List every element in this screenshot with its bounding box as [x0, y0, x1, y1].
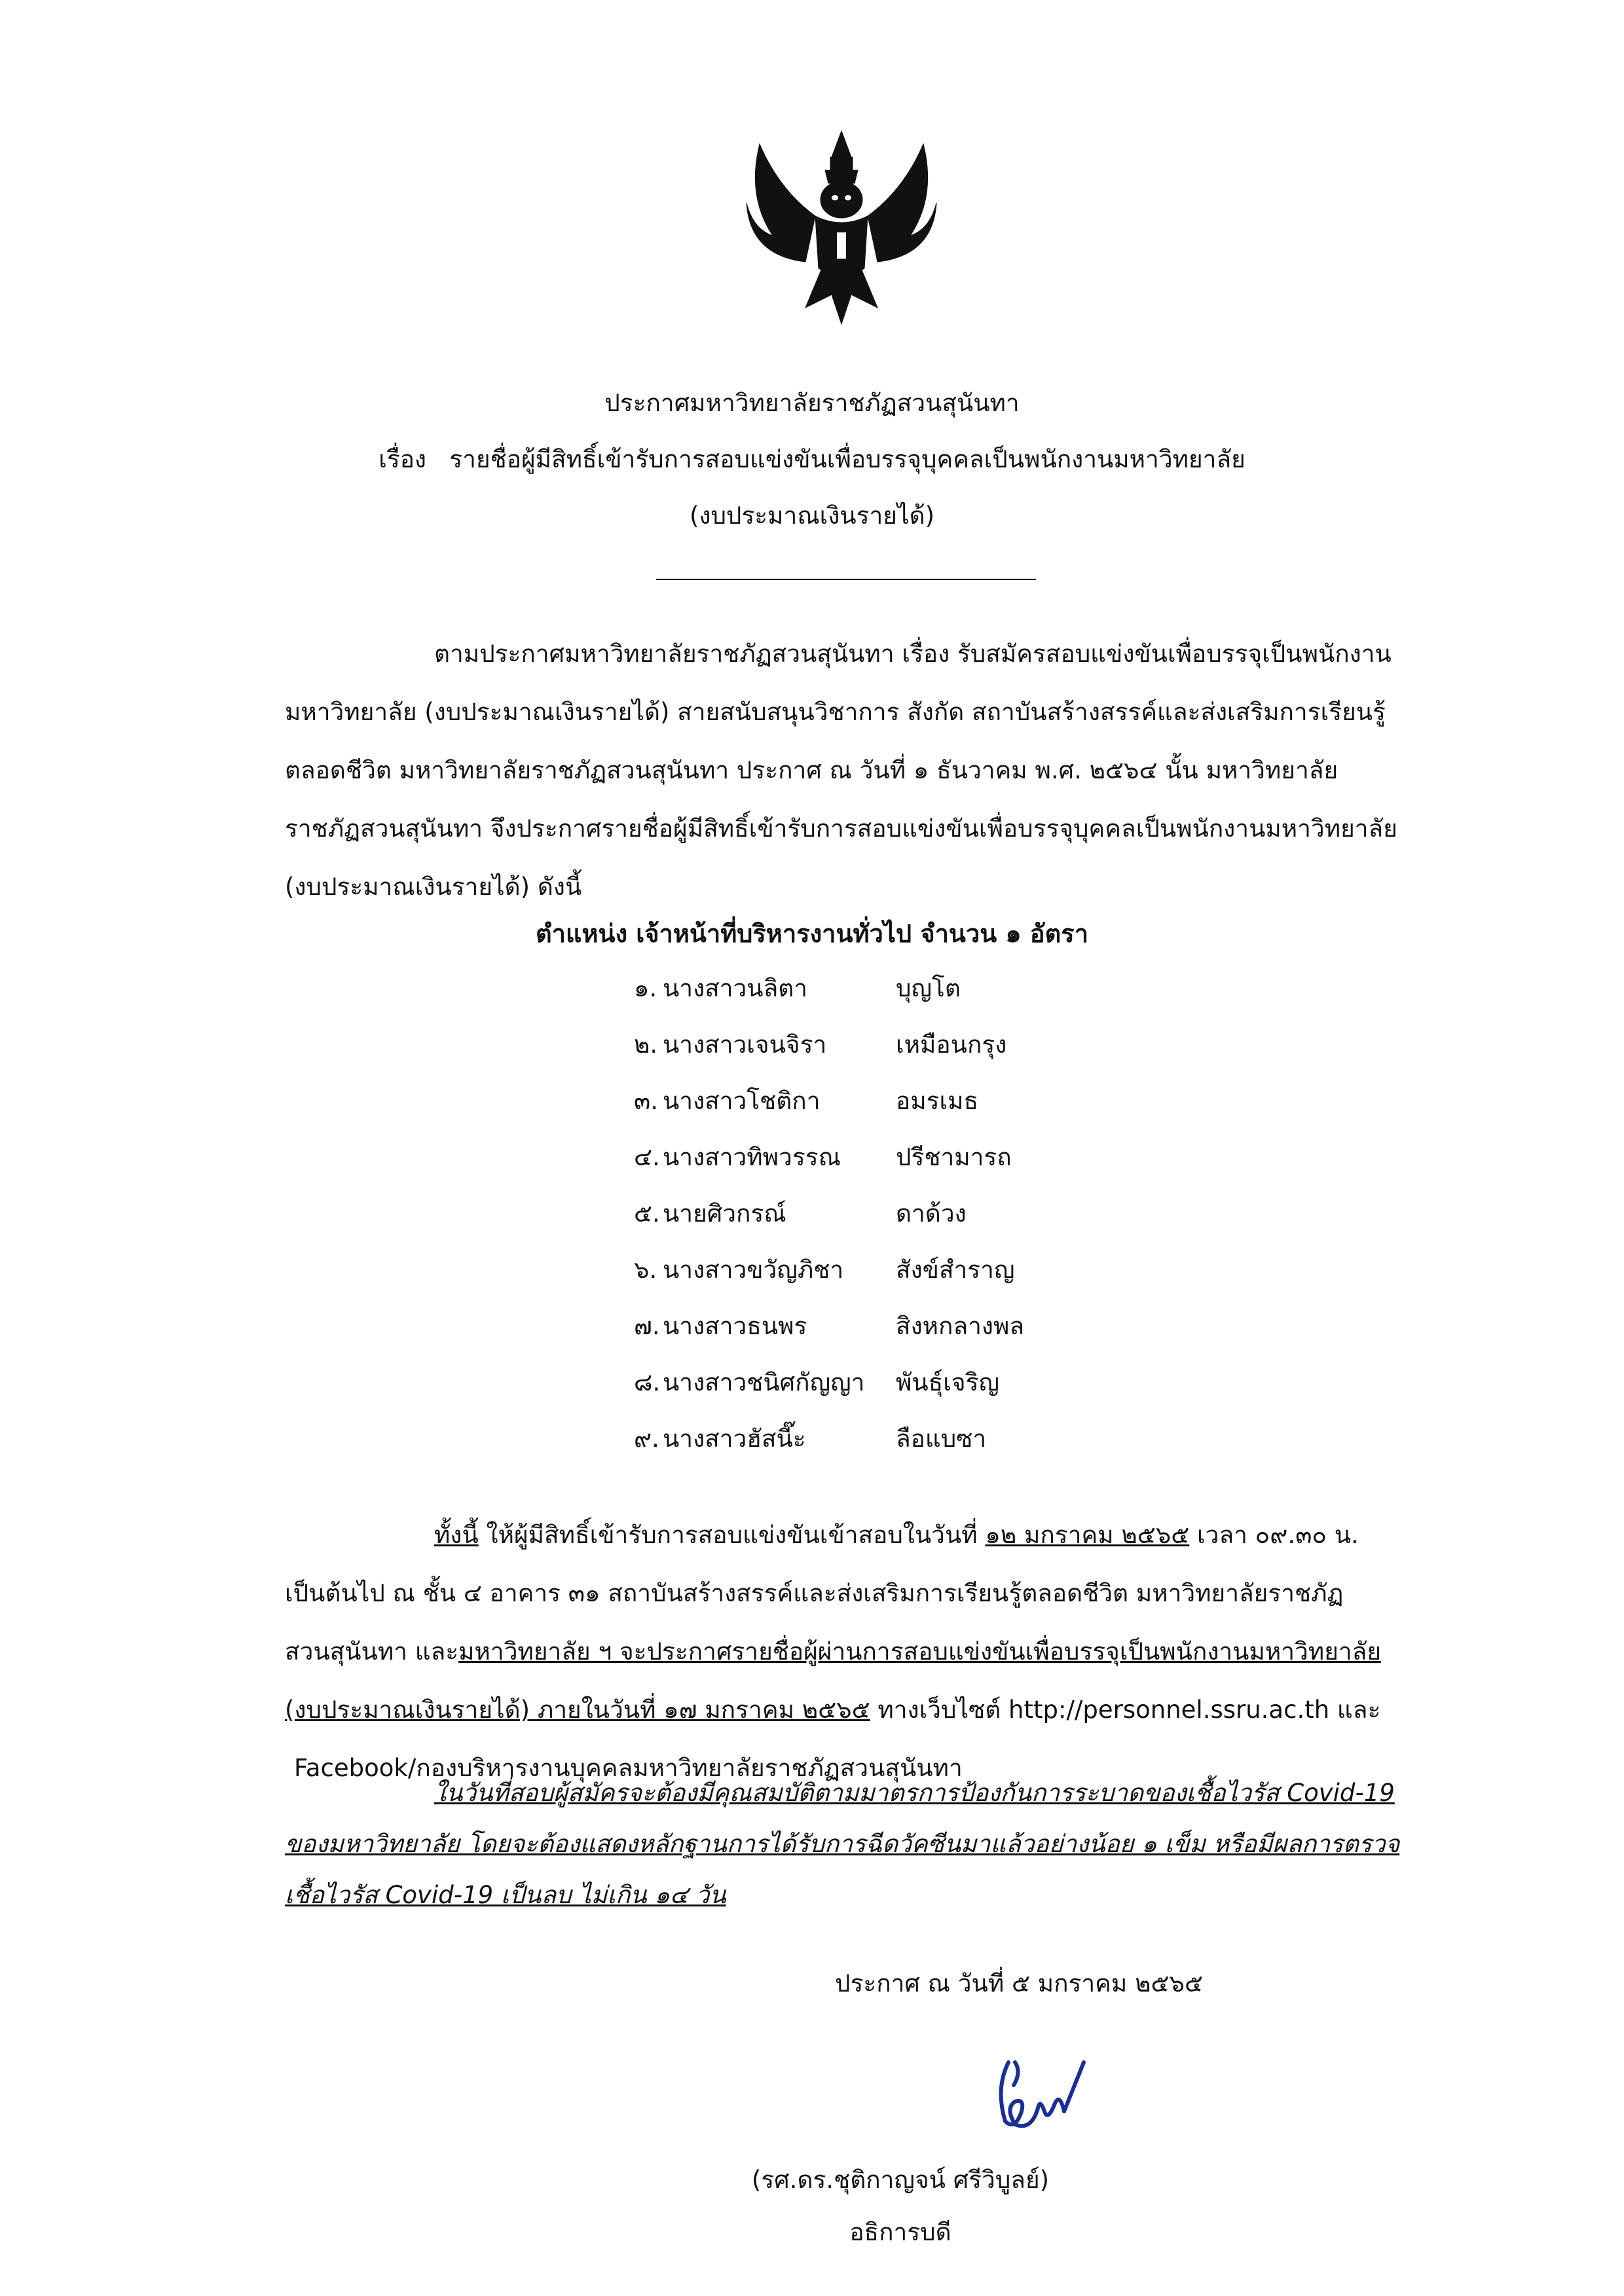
exam-notice-line: Facebook/กองบริหารงานบุคคลมหาวิทยาลัยราชภัฏสวนสุนันทา — [294, 1754, 963, 1782]
header-divider — [656, 579, 1036, 580]
candidate-surname: อมรเมธ — [896, 1087, 979, 1115]
announcement-title: ประกาศมหาวิทยาลัยราชภัฏสวนสุนันทา — [604, 389, 1020, 417]
subject-line — [0, 440, 1624, 479]
list-item — [634, 1194, 967, 1233]
candidate-surname: ลือแบซา — [896, 1425, 987, 1453]
covid-notice-line: ของมหาวิทยาลัย โดยจะต้องแสดงหลักฐานการได้รับการฉีดวัคซีนมาแล้วอย่างน้อย ๑ เข็ม หรือมีผลการตรวจ — [285, 1830, 1400, 1858]
candidate-number: ๗. — [634, 1312, 660, 1340]
notice-text: ให้ผู้มีสิทธิ์เข้ารับการสอบแข่งขันเข้าสอบในวันที่ — [478, 1521, 986, 1549]
candidate-name: นางสาวโชติกา — [663, 1087, 821, 1115]
candidate-name: นางสาวธนพร — [663, 1312, 807, 1340]
intro-line: (งบประมาณเงินรายได้) ดังนี้ — [285, 873, 582, 901]
exam-notice-line — [285, 1681, 1411, 1739]
candidate-number: ๓. — [634, 1087, 659, 1115]
list-item — [634, 969, 961, 1008]
signer-title: อธิการบดี — [849, 2218, 951, 2246]
list-item — [634, 1082, 978, 1120]
candidate-surname: เหมือนกรุง — [896, 1030, 1007, 1059]
candidate-surname: ดาด้วง — [896, 1199, 967, 1228]
subject-subtitle: (งบประมาณเงินรายได้) — [689, 501, 935, 530]
candidate-name: นางสาวขวัญภิชา — [663, 1256, 844, 1284]
candidate-name: นางสาวทิพวรรณ — [663, 1143, 841, 1171]
exam-notice-line — [285, 1506, 1411, 1564]
candidate-number: ๘. — [634, 1368, 661, 1396]
signature — [969, 2049, 1113, 2147]
emphasis-text: มหาวิทยาลัย ฯ จะประกาศรายชื่อผู้ผ่านการสอบแข่งขันเพื่อบรรจุเป็นพนักงานมหาวิทยาลัย — [458, 1637, 1382, 1666]
list-item — [634, 1025, 1006, 1064]
website-text: ทางเว็บไซต์ http://personnel.ssru.ac.th และ — [870, 1696, 1381, 1724]
garuda-emblem — [733, 118, 950, 334]
list-item — [634, 1307, 1024, 1345]
candidate-name: นางสาวฮัสนี๊ะ — [663, 1425, 806, 1453]
notice-text: เวลา ๐๙.๓๐ น. — [1189, 1521, 1359, 1549]
candidate-number: ๕. — [634, 1199, 660, 1228]
intro-line: ราชภัฏสวนสุนันทา จึงประกาศรายชื่อผู้มีสิทธิ์เข้ารับการสอบแข่งขันเพื่อบรรจุบุคคลเป็นพนักงานมหาวิทยาลัย — [285, 814, 1397, 843]
covid-notice-line: ในวันที่สอบผู้สมัครจะต้องมีคุณสมบัติตามมาตรการป้องกันการระบาดของเชื้อไวรัส Covid-19 — [434, 1779, 1395, 1807]
candidate-name: นายศิวกรณ์ — [663, 1199, 786, 1228]
announce-date: ประกาศ ณ วันที่ ๕ มกราคม ๒๕๖๕ — [835, 1969, 1203, 1997]
emphasis-text: ทั้งนี้ — [434, 1521, 479, 1549]
list-item — [634, 1138, 1012, 1176]
list-item — [634, 1363, 999, 1402]
intro-line: มหาวิทยาลัย (งบประมาณเงินรายได้) สายสนับสนุนวิชาการ สังกัด สถาบันสร้างสรรค์และส่งเสริมการเรียนรู้ — [285, 698, 1386, 726]
exam-notice-line — [285, 1622, 1411, 1681]
candidate-number: ๙. — [634, 1425, 659, 1453]
candidate-name: นางสาวนลิตา — [663, 974, 808, 1002]
candidate-surname: สิงหกลางพล — [896, 1312, 1025, 1340]
intro-line: ตลอดชีวิต มหาวิทยาลัยราชภัฏสวนสุนันทา ประกาศ ณ วันที่ ๑ ธันวาคม พ.ศ. ๒๕๖๔ นั้น มหาวิทยาลัย — [285, 756, 1338, 784]
candidate-name: นางสาวชนิศกัญญา — [663, 1368, 865, 1396]
candidate-surname: บุญโต — [896, 974, 961, 1002]
candidate-surname: ปรีชามารถ — [896, 1143, 1012, 1171]
list-item — [634, 1419, 986, 1458]
position-title: ตำแหน่ง เจ้าหน้าที่บริหารงานทั่วไป จำนวน ๑ อัตรา — [535, 919, 1089, 948]
candidate-surname: สังข์สำราญ — [896, 1256, 1015, 1284]
covid-notice-paragraph — [285, 1768, 1411, 1921]
candidate-list — [634, 969, 1158, 1480]
candidate-number: ๖. — [634, 1256, 657, 1284]
exam-notice-line: เป็นต้นไป ณ ชั้น ๔ อาคาร ๓๑ สถาบันสร้างสรรค์และส่งเสริมการเรียนรู้ตลอดชีวิต มหาวิทยาลัยราชภัฏ — [285, 1579, 1344, 1607]
list-item — [634, 1250, 1014, 1289]
notice-text: สวนสุนันทา และ — [285, 1637, 459, 1666]
candidate-number: ๔. — [634, 1143, 660, 1171]
intro-paragraph — [285, 625, 1411, 916]
exam-date: ๑๒ มกราคม ๒๕๖๕ — [985, 1521, 1190, 1549]
candidate-number: ๒. — [634, 1030, 658, 1059]
candidate-name: นางสาวเจนจิรา — [663, 1030, 827, 1059]
candidate-number: ๑. — [634, 974, 657, 1002]
intro-line: ตามประกาศมหาวิทยาลัยราชภัฏสวนสุนันทา เรื่อง รับสมัครสอบแข่งขันเพื่อบรรจุเป็นพนักงาน — [434, 640, 1392, 668]
candidate-surname: พันธุ์เจริญ — [896, 1368, 999, 1396]
subject-label: เรื่อง — [378, 445, 426, 473]
subject-text: รายชื่อผู้มีสิทธิ์เข้ารับการสอบแข่งขันเพื่อบรรจุบุคคลเป็นพนักงานมหาวิทยาลัย — [449, 445, 1246, 473]
result-date: (งบประมาณเงินรายได้) ภายในวันที่ ๑๗ มกราคม ๒๕๖๕ — [285, 1696, 870, 1724]
signer-name: (รศ.ดร.ชุติกาญจน์ ศรีวิบูลย์) — [751, 2166, 1050, 2194]
exam-notice-paragraph — [285, 1506, 1411, 1797]
covid-notice-line: เชื้อไวรัส Covid-19 เป็นลบ ไม่เกิน ๑๔ วัน — [285, 1881, 726, 1909]
